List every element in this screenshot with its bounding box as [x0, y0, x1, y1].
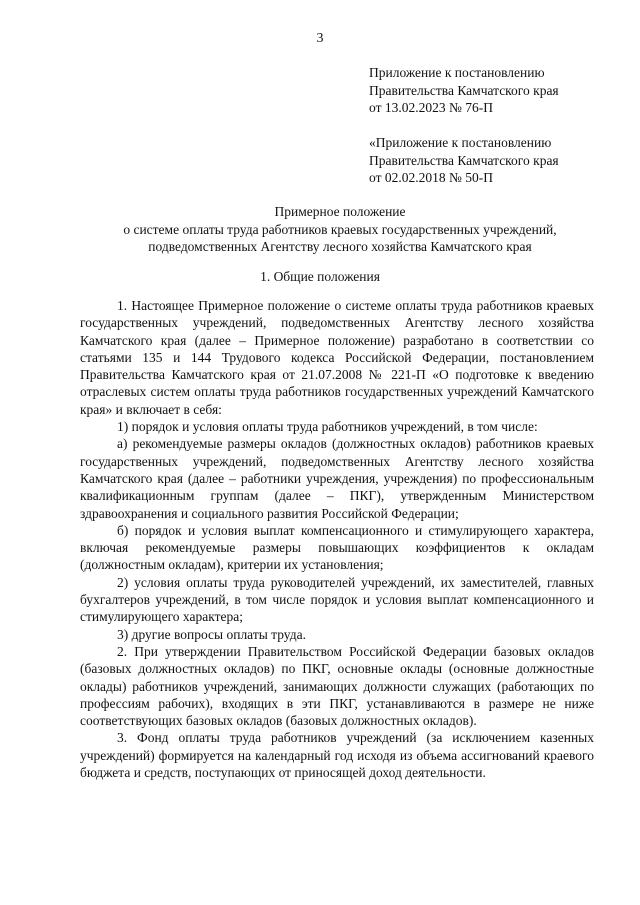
- paragraph: 2. При утверждении Правительством Российской Федерации базовых окладов (базовых должностных окладов) по ПКГ, основные оклады (основные должностные оклады) работников учреждений, занимающих должности служащих (работающих по профессиям рабочих), входящих в эти ПКГ, устанавливаются в размере не ниже соответствующих базовых окладов (базовых должностных окладов).: [80, 643, 594, 729]
- appendix-stamp-current: [369, 64, 634, 117]
- stamp-line: Приложение к постановлению: [369, 65, 545, 80]
- stamp-line: Правительства Камчатского края: [369, 152, 559, 168]
- paragraph: 3) другие вопросы оплаты труда.: [117, 626, 306, 642]
- title-line: подведомственных Агентству лесного хозяйства Камчатского края: [148, 239, 532, 254]
- paragraph: б) порядок и условия выплат компенсационного и стимулирующего характера, включая рекомендуемые размеры повышающих коэффициентов к окладам (должностным окладам), критерии их установления;: [80, 522, 594, 573]
- stamp-line: Правительства Камчатского края: [369, 82, 559, 98]
- stamp-line: «Приложение к постановлению: [369, 135, 552, 150]
- paragraph: 1. Настоящее Примерное положение о системе оплаты труда работников краевых государственных учреждений, подведомственных Агентству лесного хозяйства Камчатского края (далее – Примерное положение) разработано в соответствии со статьями 135 и 144 Трудового кодекса Российской Федерации, постановлением Правительства Камчатского края от 21.07.2008 № 221-П «О подготовке к введению отраслевых систем оплаты труда работников государственных учреждений Камчатского края» и включает в себя:: [80, 298, 594, 417]
- paragraph: 3. Фонд оплаты труда работников учреждений (за исключением казенных учреждений) формируется на календарный год исходя из объема ассигнований краевого бюджета и средств, поступающих от приносящей доход деятельности.: [80, 730, 594, 781]
- title-line: о системе оплаты труда работников краевых государственных учреждений,: [123, 221, 557, 237]
- document-title: [40, 203, 640, 256]
- document-body: [80, 297, 594, 781]
- stamp-line: от 13.02.2023 № 76-П: [369, 100, 493, 115]
- stamp-line: от 02.02.2018 № 50-П: [369, 170, 493, 185]
- paragraph: 2) условия оплаты труда руководителей учреждений, их заместителей, главных бухгалтеров учреждений, в том числе порядок и условия выплат компенсационного и стимулирующего характера;: [80, 574, 594, 625]
- title-line: Примерное положение: [274, 204, 406, 219]
- section-heading: 1. Общие положения: [260, 269, 380, 284]
- paragraph: 1) порядок и условия оплаты труда работников учреждений, в том числе:: [117, 419, 538, 435]
- page-number: 3: [316, 31, 324, 46]
- paragraph: а) рекомендуемые размеры окладов (должностных окладов) работников краевых государственных учреждений, подведомственных Агентству лесного хозяйства Камчатского края (далее – работники учреждения, учреждения) по профессиональным квалификационным группам (далее – ПКГ), утвержденным Министерством здравоохранения и социального развития Российской Федерации;: [80, 436, 594, 521]
- appendix-stamp-original: [369, 134, 634, 187]
